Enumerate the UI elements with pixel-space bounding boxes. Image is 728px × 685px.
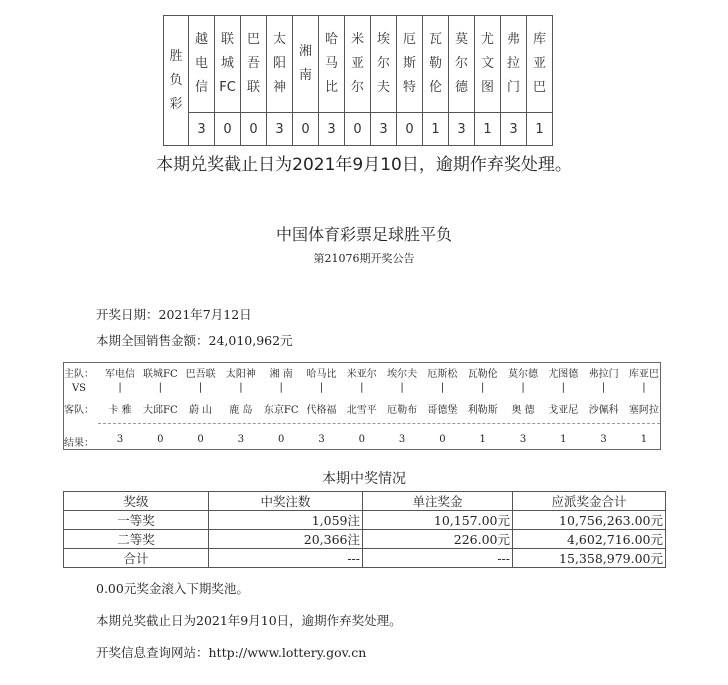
cell: 二等奖 bbox=[64, 530, 209, 549]
team-row bbox=[164, 16, 553, 113]
vs-separator: | bbox=[521, 382, 525, 393]
vs-separator: | bbox=[198, 382, 203, 393]
team-name: 米 亚 尔 bbox=[345, 16, 371, 113]
header-level: 奖级 bbox=[64, 492, 209, 511]
cell: 4,602,716.00元 bbox=[513, 530, 666, 549]
away-team: 奥 德 bbox=[511, 405, 535, 416]
sales-amount: 本期全国销售金额：24,010,962元 bbox=[96, 333, 293, 348]
home-label: 主队： bbox=[64, 369, 94, 380]
home-team: 军电信 bbox=[105, 369, 135, 380]
away-team: 沙佩科 bbox=[588, 405, 619, 416]
team-name: 越 电 信 bbox=[189, 16, 215, 113]
match-result: 0 bbox=[278, 434, 285, 445]
label-char: 负 bbox=[169, 72, 183, 88]
vs-separator: | bbox=[561, 382, 565, 393]
match-result: 3 bbox=[318, 434, 325, 445]
team-name: 尤 文 图 bbox=[475, 16, 501, 113]
result-cell: 1 bbox=[527, 113, 553, 146]
away-team: 代格福 bbox=[306, 405, 337, 416]
match-result: 3 bbox=[237, 434, 245, 445]
website-link[interactable]: 开奖信息查询网站：http://www.lottery.gov.cn bbox=[96, 645, 367, 660]
cell: 1,059注 bbox=[209, 511, 363, 530]
result-row bbox=[164, 113, 553, 146]
match-table bbox=[63, 362, 661, 450]
match-result: 0 bbox=[358, 434, 365, 445]
header-total: 应派奖金合计 bbox=[513, 492, 666, 511]
match-result: 3 bbox=[116, 434, 124, 445]
home-team: 弗拉门 bbox=[588, 369, 619, 380]
result-cell: 3 bbox=[319, 113, 345, 146]
team-name: 埃 尔 夫 bbox=[371, 16, 397, 113]
draw-date: 开奖日期：2021年7月12日 bbox=[96, 307, 252, 322]
team-name: 哈 马 比 bbox=[319, 16, 345, 113]
prize-header-row bbox=[64, 492, 666, 511]
away-label: 客队： bbox=[64, 405, 94, 416]
result-cell: 3 bbox=[267, 113, 293, 146]
header-unit-prize: 单注奖金 bbox=[363, 492, 513, 511]
team-name: 巴 吾 联 bbox=[241, 16, 267, 113]
deadline-note: 本期兑奖截止日为2021年9月10日，逾期作弃奖处理。 bbox=[96, 613, 402, 628]
away-team: 哥德堡 bbox=[427, 405, 458, 416]
result-cell: 0 bbox=[215, 113, 241, 146]
cell: 15,358,979.00元 bbox=[513, 549, 666, 568]
vs-separator: | bbox=[440, 382, 445, 393]
deadline-notice-top: 本期兑奖截止日为2021年9月10日，逾期作弃奖处理。 bbox=[156, 155, 572, 175]
away-team: 利勒斯 bbox=[467, 405, 498, 416]
vs-separator: | bbox=[642, 382, 646, 393]
vs-separator: | bbox=[239, 382, 243, 393]
cell: 20,366注 bbox=[209, 530, 363, 549]
match-result: 0 bbox=[157, 434, 164, 445]
away-team: 厄勒布 bbox=[387, 405, 418, 416]
team-name: 太 阳 神 bbox=[267, 16, 293, 113]
result-cell: 1 bbox=[423, 113, 449, 146]
home-team: 米亚尔 bbox=[346, 369, 377, 380]
home-team: 库亚巴 bbox=[628, 369, 659, 380]
result-cell: 0 bbox=[345, 113, 371, 146]
match-result: 3 bbox=[519, 434, 527, 445]
home-team: 厄斯松 bbox=[427, 369, 458, 380]
team-name: 联 城 FC bbox=[215, 16, 241, 113]
team-name: 湘 南 bbox=[293, 16, 319, 113]
cell: 一等奖 bbox=[64, 511, 209, 530]
home-team: 莫尔德 bbox=[508, 369, 538, 380]
cell: --- bbox=[363, 549, 513, 568]
top-results-table bbox=[163, 15, 553, 146]
result-label: 结果： bbox=[64, 438, 94, 449]
home-team: 尤图德 bbox=[548, 369, 579, 380]
lottery-label bbox=[164, 16, 189, 146]
cell: --- bbox=[209, 549, 363, 568]
notice-title: 中国体育彩票足球胜平负 bbox=[275, 225, 452, 244]
vs-separator: | bbox=[118, 382, 122, 393]
table-row bbox=[64, 549, 666, 568]
cell: 226.00元 bbox=[363, 530, 513, 549]
match-result: 0 bbox=[197, 434, 204, 445]
away-team: 蔚 山 bbox=[189, 405, 213, 416]
result-cell: 0 bbox=[241, 113, 267, 146]
match-result: 1 bbox=[640, 434, 648, 445]
match-result: 1 bbox=[479, 434, 486, 445]
team-name: 瓦 勒 伦 bbox=[423, 16, 449, 113]
home-team: 巴吾联 bbox=[185, 369, 216, 380]
rollover-note: 0.00元奖金滚入下期奖池。 bbox=[96, 581, 249, 596]
result-cell: 3 bbox=[501, 113, 527, 146]
prize-table bbox=[63, 491, 666, 568]
prize-title: 本期中奖情况 bbox=[322, 471, 406, 487]
vs-separator: | bbox=[319, 382, 324, 393]
cell: 10,756,263.00元 bbox=[513, 511, 666, 530]
vs-separator: | bbox=[158, 382, 162, 393]
result-cell: 3 bbox=[449, 113, 475, 146]
match-result: 3 bbox=[398, 434, 406, 445]
result-cell: 3 bbox=[189, 113, 215, 146]
result-cell: 1 bbox=[475, 113, 501, 146]
result-cell: 0 bbox=[397, 113, 423, 146]
header-count: 中奖注数 bbox=[209, 492, 363, 511]
notice-subtitle: 第21076期开奖公告 bbox=[313, 252, 415, 265]
away-team: 戈亚尼 bbox=[548, 405, 579, 416]
home-team: 瓦勒伦 bbox=[467, 369, 498, 380]
away-team: 大邱FC bbox=[143, 405, 178, 416]
vs-label: VS bbox=[71, 383, 87, 394]
result-cell: 3 bbox=[371, 113, 397, 146]
home-team: 埃尔夫 bbox=[387, 369, 418, 380]
team-name: 莫 尔 德 bbox=[449, 16, 475, 113]
vs-separator: | bbox=[481, 382, 485, 393]
team-name: 库 亚 巴 bbox=[527, 16, 553, 113]
team-name: 弗 拉 门 bbox=[501, 16, 527, 113]
table-row bbox=[64, 530, 666, 549]
vs-separator: | bbox=[400, 382, 404, 393]
away-team: 北雪平 bbox=[346, 405, 377, 416]
home-team: 哈马比 bbox=[306, 369, 337, 380]
vs-separator: | bbox=[601, 382, 606, 393]
result-cell: 0 bbox=[293, 113, 319, 146]
away-team: 卡 雅 bbox=[108, 405, 132, 416]
match-result: 0 bbox=[439, 434, 446, 445]
cell: 合计 bbox=[64, 549, 209, 568]
home-team: 湘 南 bbox=[269, 369, 293, 380]
home-team: 太阳神 bbox=[225, 369, 256, 380]
away-team: 鹿 岛 bbox=[229, 405, 253, 416]
vs-separator: | bbox=[279, 382, 283, 393]
label-char: 彩 bbox=[169, 96, 183, 112]
away-team: 塞阿拉 bbox=[628, 405, 659, 416]
cell: 10,157.00元 bbox=[363, 511, 513, 530]
home-team: 联城FC bbox=[143, 369, 178, 380]
team-name: 厄 斯 特 bbox=[397, 16, 423, 113]
table-row bbox=[64, 511, 666, 530]
match-result: 1 bbox=[560, 434, 567, 445]
match-result: 3 bbox=[600, 434, 607, 445]
vs-separator: | bbox=[360, 382, 364, 393]
label-char: 胜 bbox=[169, 48, 183, 64]
away-team: 东京FC bbox=[263, 405, 299, 416]
